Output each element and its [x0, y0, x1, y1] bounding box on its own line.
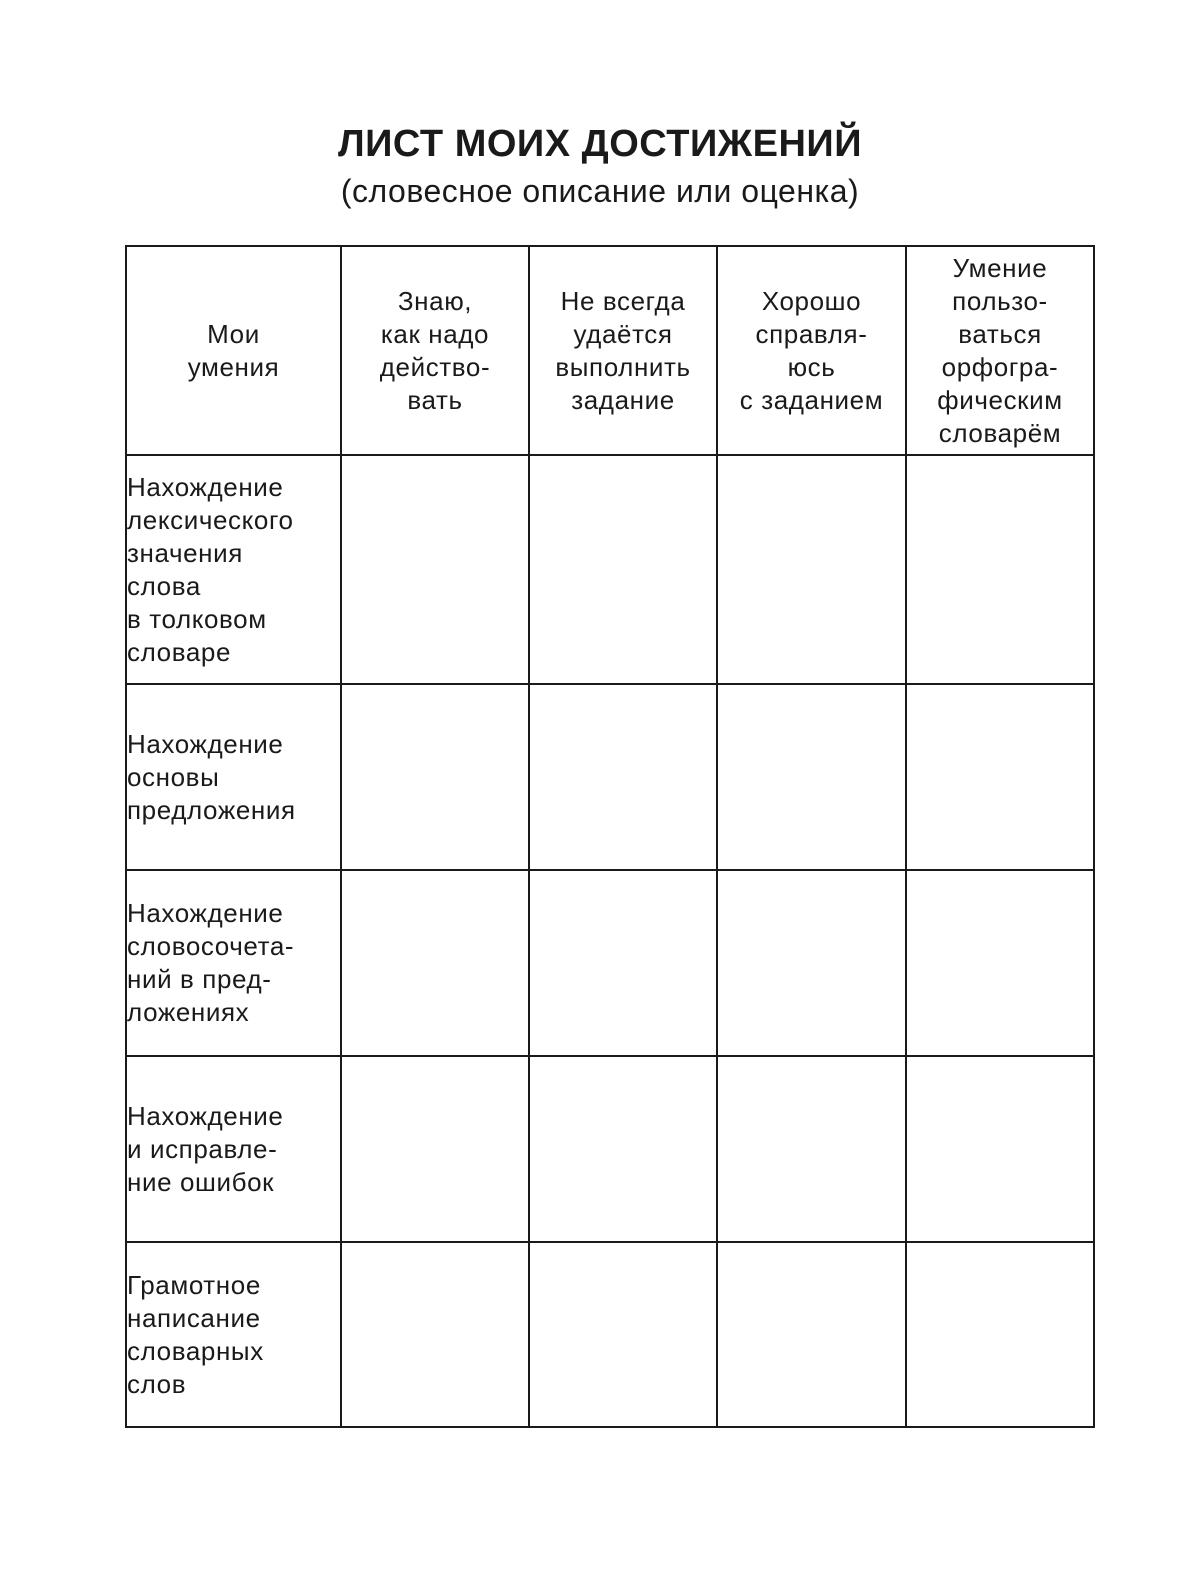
assessment-cell[interactable] [717, 1056, 906, 1242]
page-subtitle: (словесное описание или оценка) [340, 173, 860, 209]
assessment-cell[interactable] [906, 684, 1094, 870]
table-row [126, 1242, 1094, 1427]
header-know-how: Знаю, как надо действо- вать [341, 246, 529, 455]
table-row [126, 870, 1094, 1056]
assessment-cell[interactable] [529, 455, 717, 684]
assessment-cell[interactable] [341, 455, 529, 684]
assessment-cell[interactable] [717, 455, 906, 684]
assessment-cell[interactable] [529, 684, 717, 870]
assessment-cell[interactable] [717, 870, 906, 1056]
table-header-row [126, 246, 1094, 455]
assessment-cell[interactable] [906, 870, 1094, 1056]
assessment-cell[interactable] [341, 684, 529, 870]
table-row [126, 684, 1094, 870]
header-cope-well: Хорошо справля- юсь с заданием [717, 246, 906, 455]
header-not-always: Не всегда удаётся выполнить задание [529, 246, 717, 455]
assessment-cell[interactable] [906, 455, 1094, 684]
assessment-cell[interactable] [529, 1056, 717, 1242]
header-skills: Мои умения [126, 246, 341, 455]
assessment-cell[interactable] [906, 1242, 1094, 1427]
assessment-cell[interactable] [717, 684, 906, 870]
skill-label: Нахождение словосочета- ний в пред- ложениях [126, 870, 341, 1056]
table-row [126, 455, 1094, 684]
skill-label: Нахождение лексического значения слова в толковом словаре [126, 455, 341, 684]
assessment-cell[interactable] [341, 1242, 529, 1427]
achievements-table [125, 245, 1095, 1428]
assessment-cell[interactable] [341, 870, 529, 1056]
skill-label: Нахождение и исправле- ние ошибок [126, 1056, 341, 1242]
skill-label: Грамотное написание словарных слов [126, 1242, 341, 1427]
assessment-cell[interactable] [529, 1242, 717, 1427]
header-dictionary-use: Умение пользо- ваться орфогра- фическим словарём [906, 246, 1094, 455]
page-title: ЛИСТ МОИХ ДОСТИЖЕНИЙ [337, 123, 863, 165]
assessment-cell[interactable] [341, 1056, 529, 1242]
assessment-cell[interactable] [906, 1056, 1094, 1242]
skill-label: Нахождение основы предложения [126, 684, 341, 870]
assessment-cell[interactable] [529, 870, 717, 1056]
table-row [126, 1056, 1094, 1242]
assessment-cell[interactable] [717, 1242, 906, 1427]
